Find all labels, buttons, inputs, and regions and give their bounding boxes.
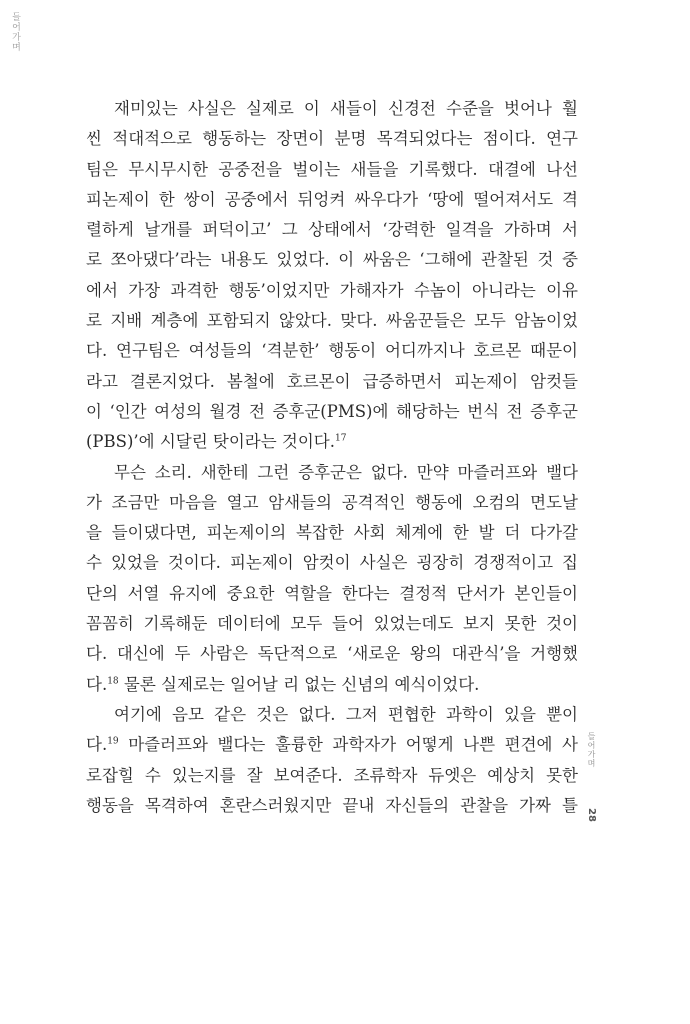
text-line bbox=[86, 700, 578, 730]
line-text: 다. bbox=[86, 674, 108, 694]
text-line bbox=[86, 397, 578, 427]
footnote-marker[interactable]: 19 bbox=[107, 736, 119, 747]
text-line bbox=[86, 791, 578, 821]
text-line bbox=[86, 367, 578, 397]
footnote-marker[interactable]: 18 bbox=[107, 676, 119, 687]
line-text: 꼼꼼히 기록해둔 데이터에 모두 들어 있었는데도 보지 못한 것이 bbox=[86, 614, 578, 634]
line-text: 로잡힐 수 있는지를 잘 보여준다. 조류학자 듀엣은 예상치 못한 bbox=[86, 765, 578, 785]
text-line bbox=[86, 155, 578, 185]
line-text: 다. 대신에 두 사람은 독단적으로 ‘새로운 왕의 대관식’을 거행했 bbox=[86, 644, 578, 664]
line-text: 라고 결론지었다. 봄철에 호르몬이 급증하면서 피논제이 암컷들 bbox=[86, 371, 578, 391]
line-text: (PBS)’에 시달린 탓이라는 것이다. bbox=[86, 432, 335, 452]
footnote-marker[interactable]: 17 bbox=[334, 433, 347, 444]
text-line bbox=[86, 609, 578, 639]
line-text: 여기에 음모 같은 것은 없다. 그저 편협한 과학이 있을 뿐이 bbox=[114, 704, 578, 724]
page-number: 28 bbox=[586, 808, 597, 822]
line-text: 물론 실제로는 일어날 리 없는 신념의 예식이었다. bbox=[118, 674, 480, 694]
line-text: 단의 서열 유지에 중요한 역할을 한다는 결정적 단서가 본인들이 bbox=[86, 583, 578, 603]
line-text: 씬 적대적으로 행동하는 장면이 분명 목격되었다는 점이다. 연구 bbox=[86, 129, 578, 149]
text-line bbox=[86, 730, 578, 760]
line-text: 팀은 무시무시한 공중전을 벌이는 새들을 기록했다. 대결에 나선 bbox=[86, 159, 578, 179]
text-line bbox=[86, 670, 578, 700]
text-line bbox=[86, 488, 578, 518]
line-text: 수 있었을 것이다. 피논제이 암컷이 사실은 굉장히 경쟁적이고 집 bbox=[86, 553, 578, 573]
line-text: 재미있는 사실은 실제로 이 새들이 신경전 수준을 벗어나 훨 bbox=[114, 99, 578, 118]
text-line bbox=[86, 336, 578, 366]
line-text: 렬하게 날개를 퍼덕이고’ 그 상태에서 ‘강력한 일격을 가하며 서 bbox=[86, 220, 578, 240]
text-line bbox=[86, 245, 578, 275]
line-text: 가 조금만 마음을 열고 암새들의 공격적인 행동에 오컴의 면도날 bbox=[86, 492, 578, 512]
text-line bbox=[86, 639, 578, 669]
line-text: 로 쪼아댔다’라는 내용도 있었다. 이 싸움은 ‘그해에 관찰된 것 중 bbox=[86, 250, 578, 270]
text-line bbox=[86, 124, 578, 154]
text-line bbox=[86, 185, 578, 215]
side-chapter-label: 들어가며 bbox=[587, 732, 596, 768]
line-text: 다. 연구팀은 여성들의 ‘격분한’ 행동이 어디까지나 호르몬 때문이 bbox=[86, 341, 578, 361]
text-line bbox=[86, 306, 578, 336]
line-text: 에서 가장 과격한 행동’이었지만 가해자가 수놈이 아니라는 이유 bbox=[86, 280, 578, 300]
text-line bbox=[86, 518, 578, 548]
line-text: 피논제이 한 쌍이 공중에서 뒤엉켜 싸우다가 ‘땅에 떨어져서도 격 bbox=[86, 189, 578, 209]
text-line bbox=[86, 579, 578, 609]
text-line bbox=[86, 215, 578, 245]
line-text: 을 들이댔다면, 피논제이의 복잡한 사회 체계에 한 발 더 다가갈 bbox=[86, 523, 578, 543]
text-line bbox=[86, 458, 578, 488]
line-text: 다. bbox=[86, 735, 108, 755]
running-head: 들어가며 bbox=[10, 12, 20, 52]
text-line bbox=[86, 548, 578, 578]
line-text: 로 지배 계층에 포함되지 않았다. 맞다. 싸움꾼들은 모두 암놈이었 bbox=[86, 311, 578, 331]
body-text bbox=[86, 94, 578, 821]
line-text: 무슨 소리. 새한테 그런 증후군은 없다. 만약 마즐러프와 밸다 bbox=[114, 462, 578, 482]
line-text: 이 ‘인간 여성의 월경 전 증후군(PMS)에 해당하는 번식 전 증후군 bbox=[86, 401, 578, 421]
text-line bbox=[86, 94, 578, 124]
text-line bbox=[86, 761, 578, 791]
text-line bbox=[86, 427, 578, 457]
line-text: 마즐러프와 밸다는 훌륭한 과학자가 어떻게 나쁜 편견에 사 bbox=[118, 735, 578, 755]
text-line bbox=[86, 276, 578, 306]
line-text: 행동을 목격하여 혼란스러웠지만 끝내 자신들의 관찰을 가짜 틀 bbox=[86, 795, 578, 815]
